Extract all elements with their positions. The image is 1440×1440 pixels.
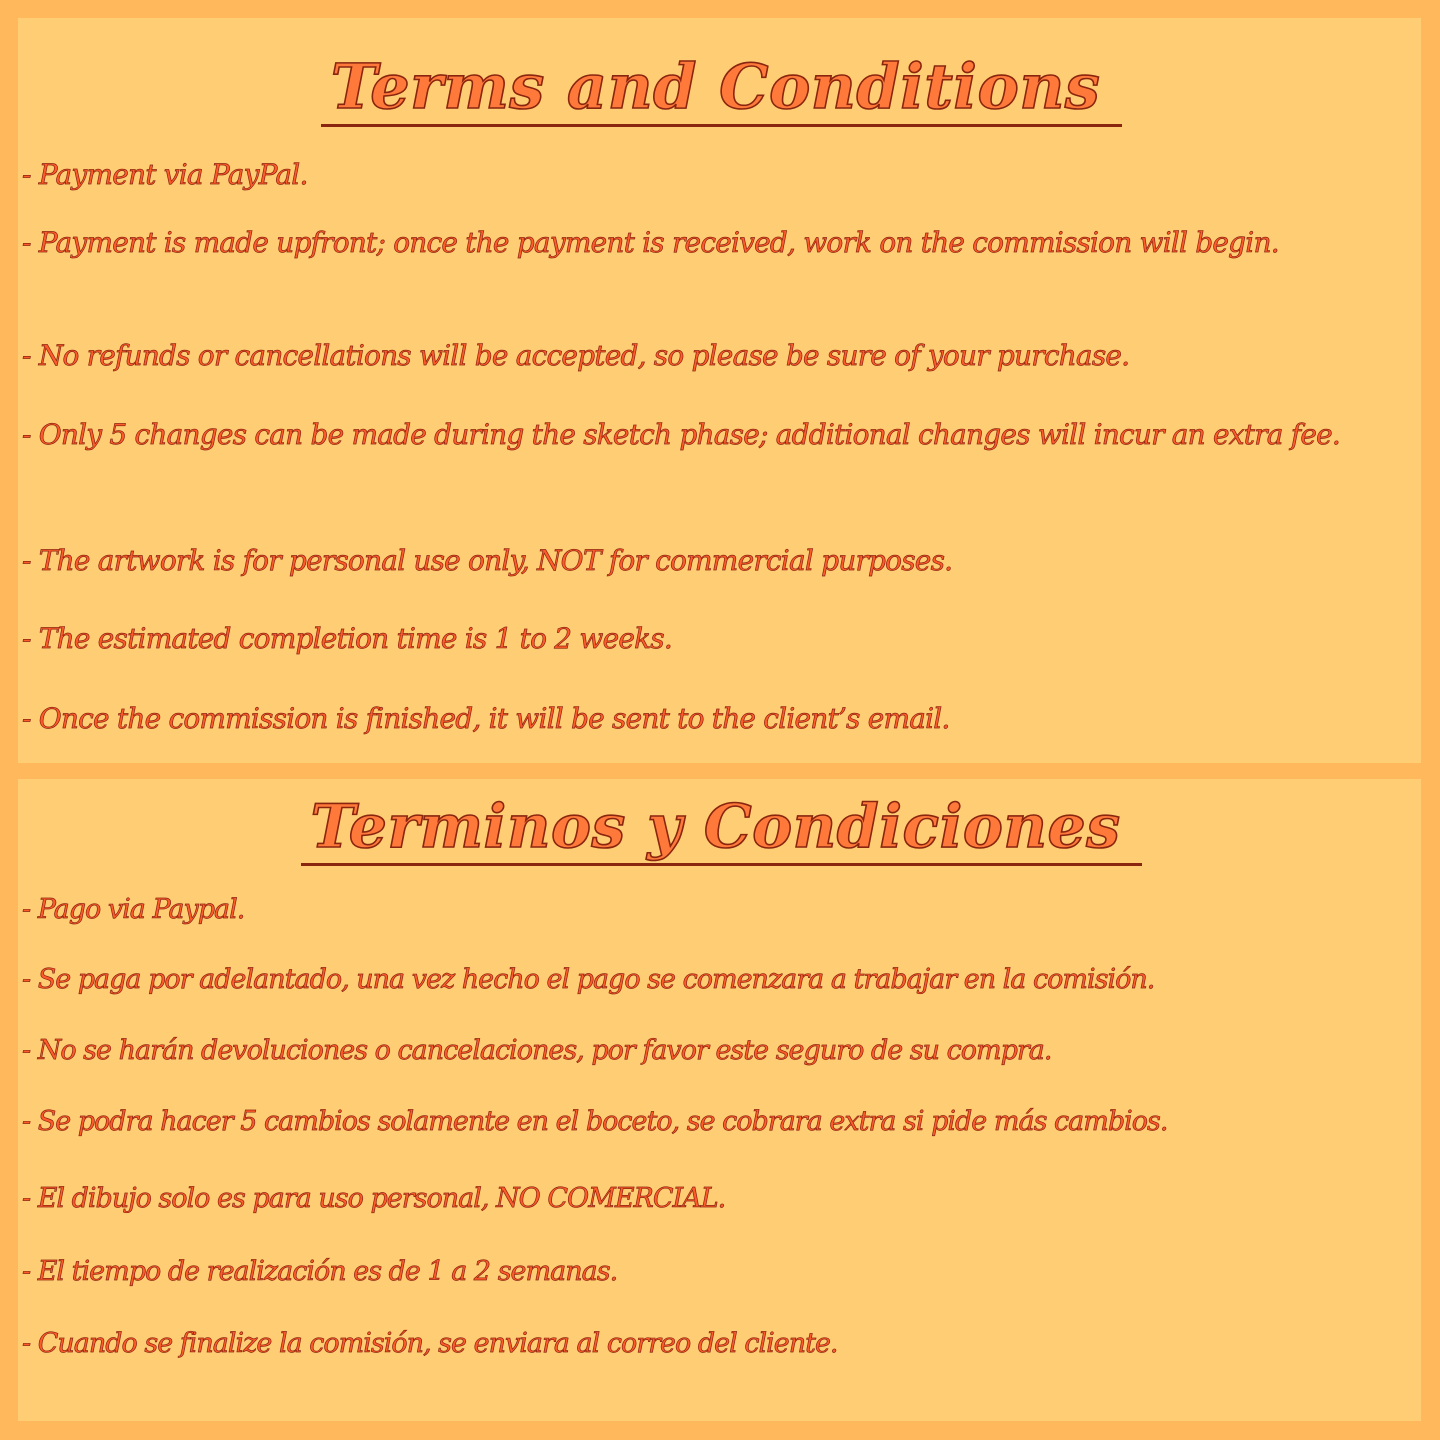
rule-payment-method: - Payment via PayPal. [22, 158, 308, 191]
regla-pago: - Pago via Paypal. [22, 894, 245, 925]
regla-devoluciones: - No se harán devoluciones o cancelaciones, por favor este seguro de su compra. [22, 1035, 1052, 1066]
rule-sketch-changes: - Only 5 changes can be made during the sketch phase; additional changes will incur an extra fee. [22, 418, 1340, 451]
rule-no-refunds: - No refunds or cancellations will be accepted, so please be sure of your purchase. [22, 339, 1130, 372]
rule-personal-use: - The artwork is for personal use only, NOT for commercial purposes. [22, 544, 953, 577]
rule-completion-time: - The estimated completion time is 1 to 2 weeks. [22, 622, 672, 655]
rule-payment-upfront: - Payment is made upfront; once the payment is received, work on the commission will begin. [22, 226, 1279, 259]
english-terms-panel [18, 18, 1421, 763]
regla-cambios: - Se podra hacer 5 cambios solamente en el boceto, se cobrara extra si pide más cambios. [22, 1106, 1168, 1137]
regla-entrega: - Cuando se finalize la comisión, se enviara al correo del cliente. [22, 1328, 838, 1359]
regla-uso-personal: - El dibujo solo es para uso personal, NO COMERCIAL. [22, 1183, 726, 1214]
english-title: Terms and Conditions [22, 18, 1421, 127]
rule-delivery: - Once the commission is finished, it will be sent to the client’s email. [22, 702, 950, 735]
regla-tiempo: - El tiempo de realización es de 1 a 2 semanas. [22, 1256, 618, 1287]
spanish-terms-panel [18, 779, 1421, 1421]
spanish-title: Terminos y Condiciones [22, 779, 1421, 866]
regla-adelantado: - Se paga por adelantado, una vez hecho el pago se comenzara a trabajar en la comisión. [22, 964, 1155, 995]
